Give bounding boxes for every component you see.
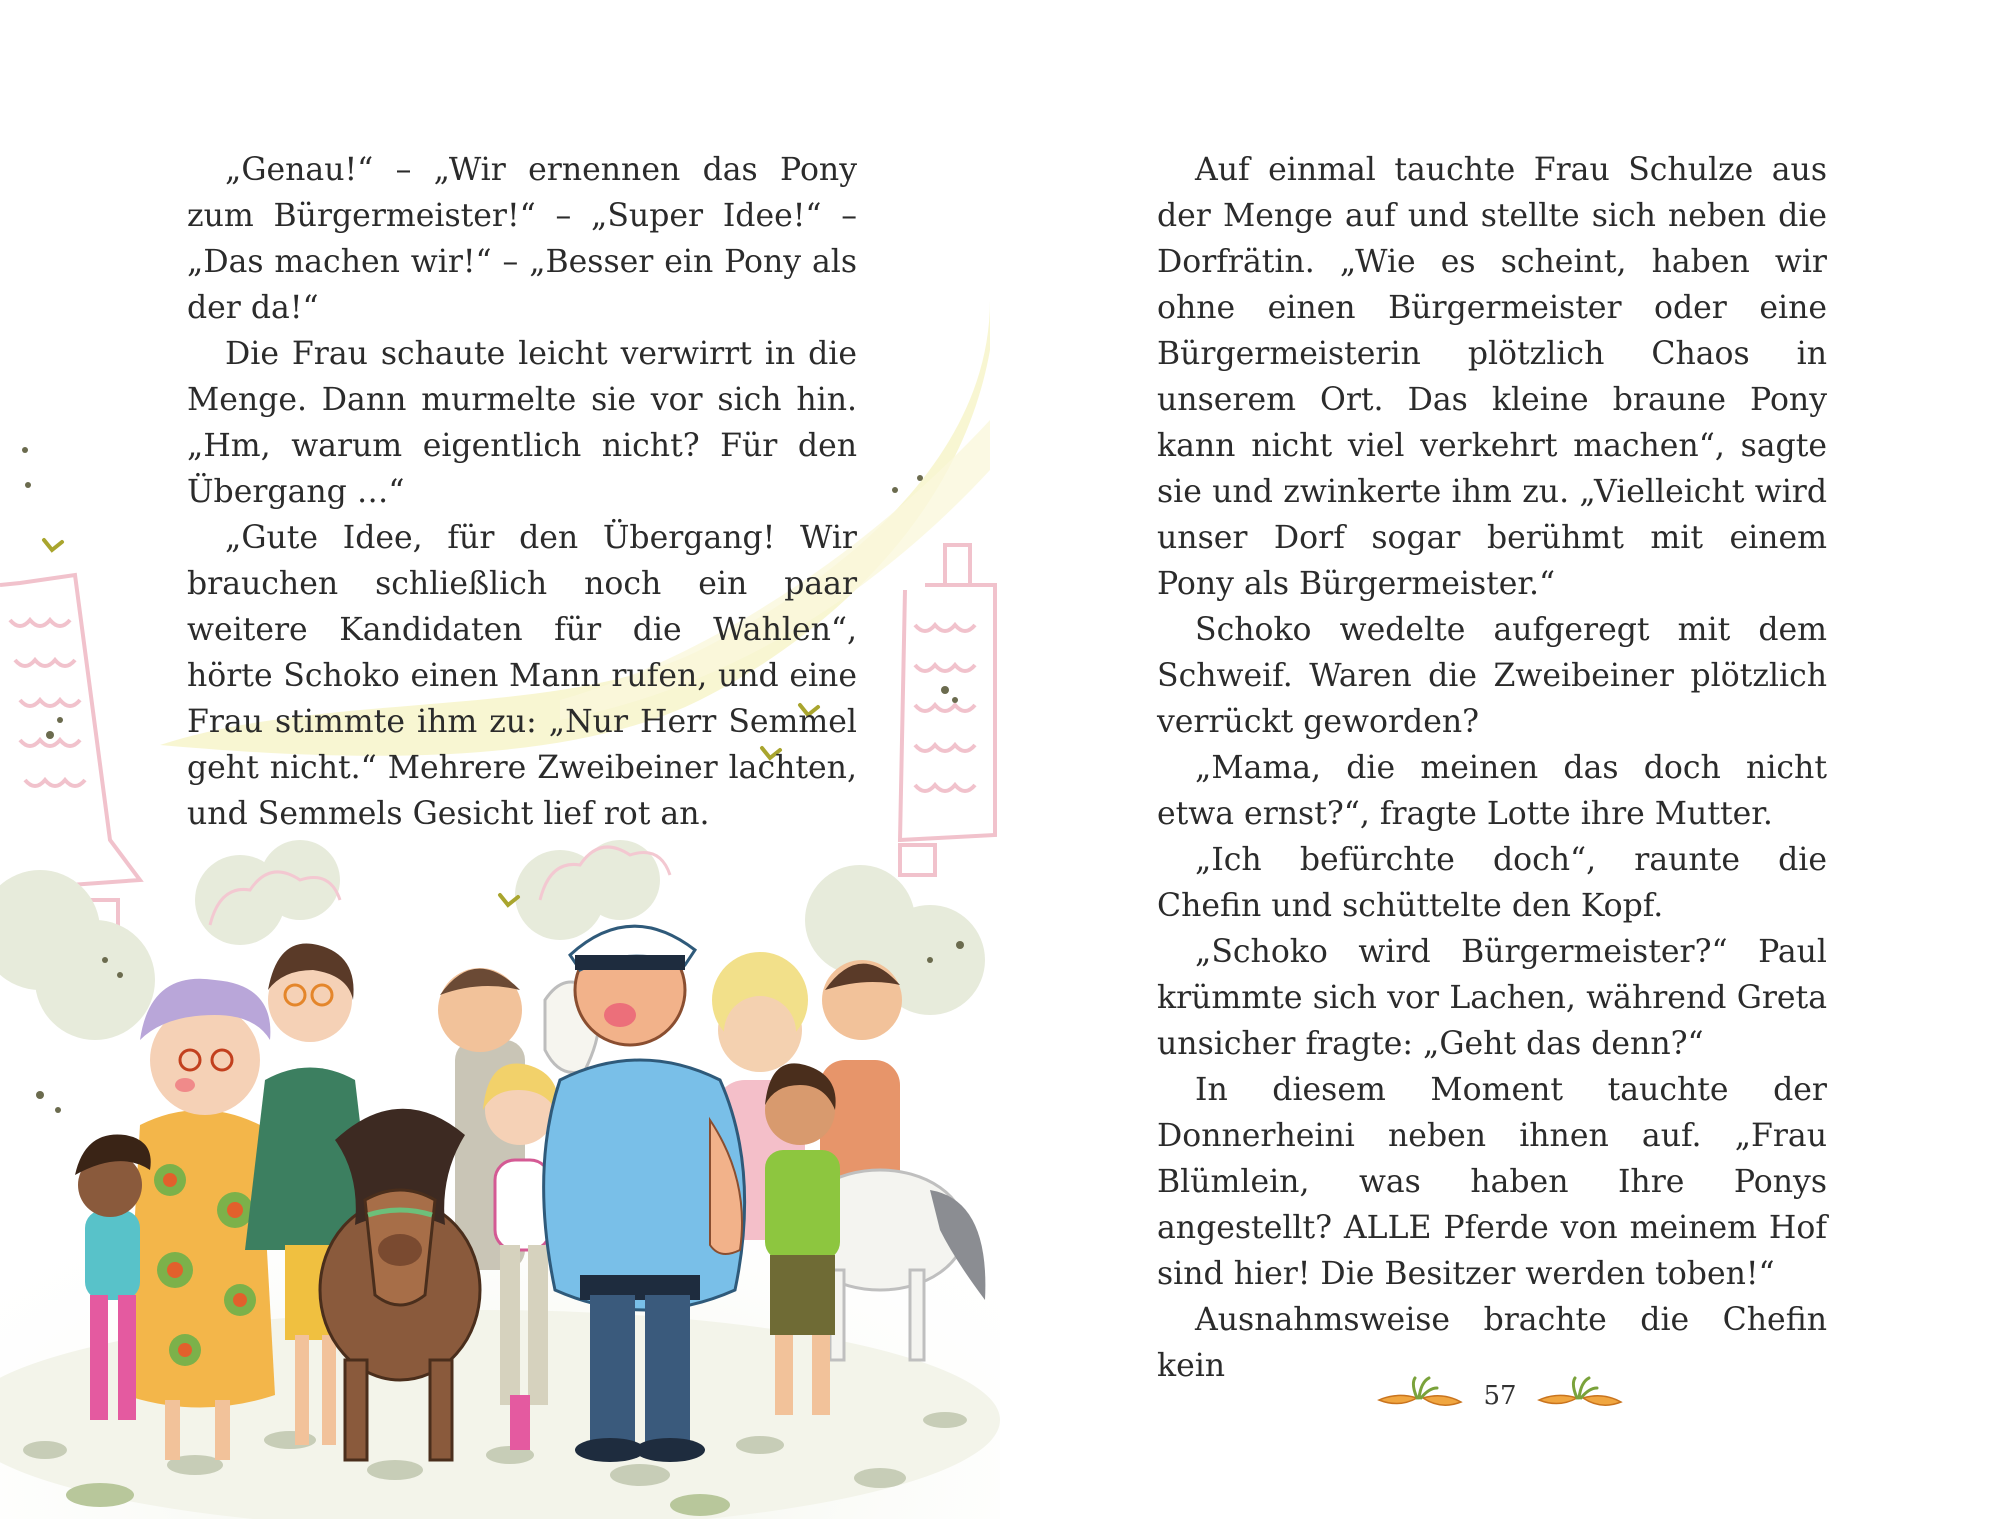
paragraph: „Gute Idee, für den Übergang! Wir brauchen schließlich noch ein paar weitere Kandidaten für die Wahlen“, hörte Schoko einen Mann rufen, und eine Frau stimmte ihm zu: „Nur Herr Semmel geht nicht.“ Mehrere Zweibeiner lachten, und Semmels Gesicht lief rot an.	[187, 520, 857, 832]
paragraph: Auf einmal tauchte Frau Schulze aus der Menge auf und stellte sich neben die Dorfrätin. „Wie es scheint, haben wir ohne einen Bürgermeister oder eine Bürgermeisterin plötzlich Chaos in unserem Ort. Das kleine braune Pony kann nicht viel verkehrt machen“, sagte sie und zwinkerte ihm zu. „Vielleicht wird unser Dorf sogar berühmt mit einem Pony als Bürgermeister.“	[1157, 152, 1827, 602]
paragraph: „Mama, die meinen das doch nicht etwa ernst?“, fragte Lotte ihre Mutter.	[1157, 750, 1827, 832]
right-page	[1000, 0, 2000, 1519]
carrot-icon	[1375, 1374, 1465, 1418]
paragraph: In diesem Moment tauchte der Donnerheini neben ihnen auf. „Frau Blümlein, was haben Ihre Ponys angestellt? ALLE Pferde von meinem Hof sind hier! Die Besitzer werden toben!“	[1157, 1072, 1827, 1292]
page-number-footer	[1370, 1366, 1630, 1426]
paragraph: „Schoko wird Bürgermeister?“ Paul krümmte sich vor Lachen, während Greta unsicher fragte: „Geht das denn?“	[1157, 934, 1827, 1062]
paragraph: Die Frau schaute leicht verwirrt in die Menge. Dann murmelte sie vor sich hin. „Hm, warum eigentlich nicht? Für den Übergang …“	[187, 336, 857, 510]
paragraph: Ausnahmsweise brachte die Chefin kein	[1157, 1302, 1827, 1384]
paragraph: „Genau!“ – „Wir ernennen das Pony zum Bürgermeister!“ – „Super Idee!“ – „Das machen wir!“ – „Besser ein Pony als der da!“	[187, 152, 857, 326]
carrot-icon	[1535, 1374, 1625, 1418]
building-right	[900, 545, 995, 875]
left-page-text	[187, 147, 857, 837]
page-number: 57	[1483, 1381, 1517, 1411]
paragraph: Schoko wedelte aufgeregt mit dem Schweif. Waren die Zweibeiner plötzlich verrückt geworden?	[1157, 612, 1827, 740]
paragraph: „Ich befürchte doch“, raunte die Chefin und schüttelte den Kopf.	[1157, 842, 1827, 924]
right-page-text	[1157, 147, 1827, 1389]
